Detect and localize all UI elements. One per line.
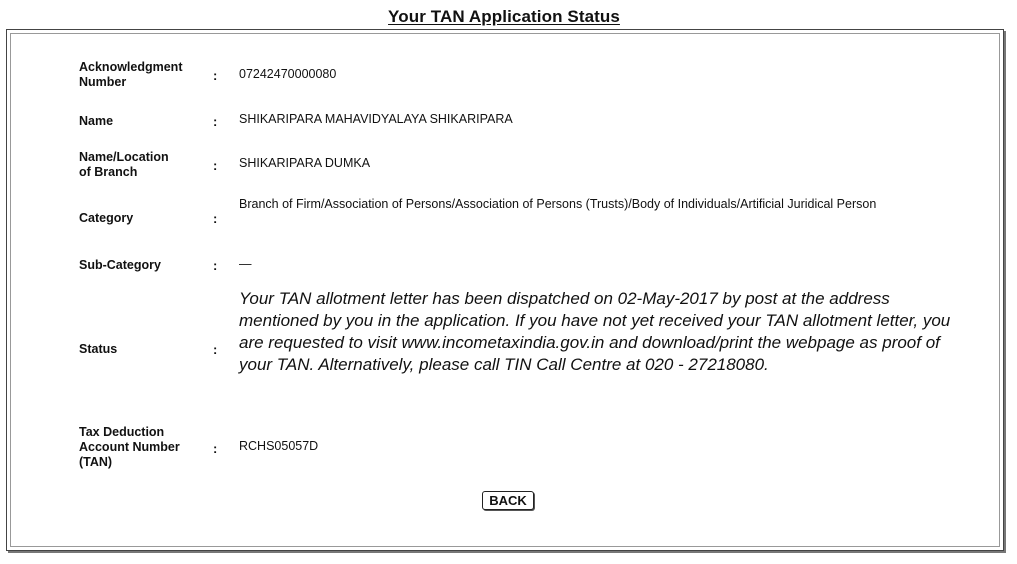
status-panel bbox=[6, 29, 1004, 551]
category-value: Branch of Firm/Association of Persons/Association of Persons (Trusts)/Body of Individuals/Artificial Juridical Person bbox=[239, 197, 877, 211]
name-label: Name bbox=[79, 114, 114, 128]
acknowledgment-label bbox=[79, 60, 209, 90]
name-value: SHIKARIPARA MAHAVIDYALAYA SHIKARIPARA bbox=[239, 112, 513, 126]
tan-colon: : bbox=[213, 441, 218, 456]
status-colon: : bbox=[213, 342, 218, 357]
status-message: Your TAN allotment letter has been dispatched on 02-May-2017 by post at the address mentioned by you in the application. If you have not yet received your TAN allotment letter, you are requested to visit www.incometaxindia.gov.in and download/print the webpage as proof of your TAN. Alternatively, please call TIN Call Centre at 020 - 27218080. bbox=[239, 289, 951, 374]
page-title: Your TAN Application Status bbox=[388, 7, 620, 26]
acknowledgment-label-line2: Number bbox=[79, 75, 127, 89]
branch-value: SHIKARIPARA DUMKA bbox=[239, 156, 371, 170]
subcategory-label: Sub-Category bbox=[79, 258, 161, 272]
name-colon: : bbox=[213, 114, 218, 129]
category-label: Category bbox=[79, 211, 134, 225]
subcategory-value: — bbox=[239, 257, 252, 271]
tan-label-line2: Account Number bbox=[79, 440, 180, 454]
branch-label bbox=[79, 150, 209, 180]
tan-label-line1: Tax Deduction bbox=[79, 425, 165, 439]
acknowledgment-label-line1: Acknowledgment bbox=[79, 60, 183, 74]
status-label: Status bbox=[79, 342, 118, 356]
tan-label bbox=[79, 425, 209, 470]
category-colon: : bbox=[213, 211, 218, 226]
branch-colon: : bbox=[213, 158, 218, 173]
tan-label-line3: (TAN) bbox=[79, 455, 113, 469]
back-button[interactable]: BACK bbox=[482, 491, 534, 510]
branch-label-line1: Name/Location bbox=[79, 150, 169, 164]
subcategory-colon: : bbox=[213, 258, 218, 273]
tan-value: RCHS05057D bbox=[239, 439, 319, 453]
acknowledgment-colon: : bbox=[213, 68, 218, 83]
branch-label-line2: of Branch bbox=[79, 165, 138, 179]
acknowledgment-value: 07242470000080 bbox=[239, 67, 337, 81]
